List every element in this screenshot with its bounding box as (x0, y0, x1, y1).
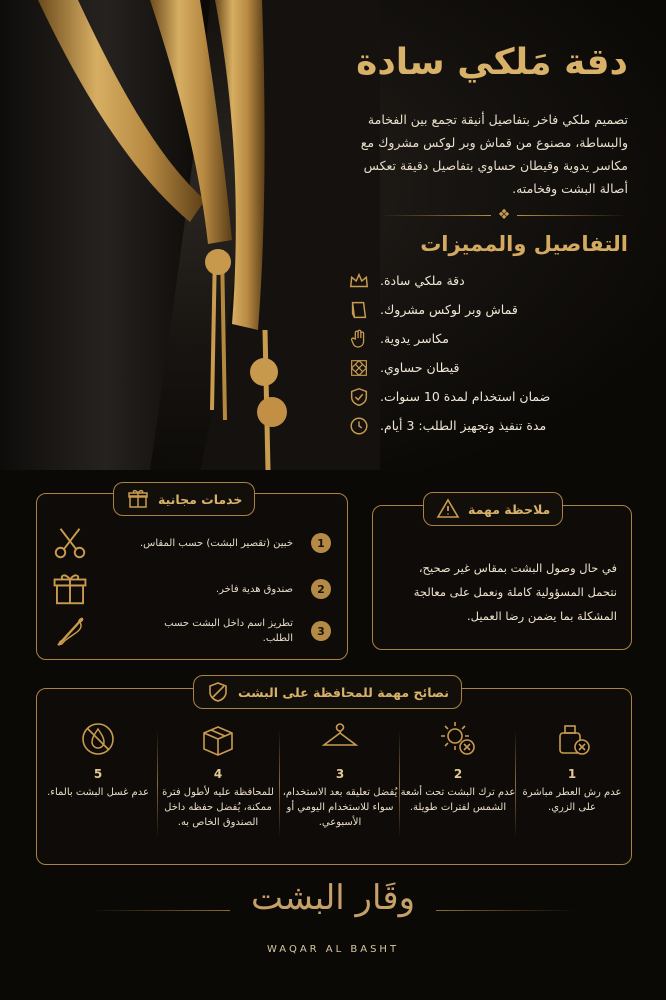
tip-item (513, 719, 631, 859)
tip-number: 2 (453, 767, 463, 781)
gift-box-icon (51, 570, 89, 608)
tip-label: يُفضل تعليقه بعد الاستخدام، سواء للاستخدام اليومي أو الأسبوعي. (282, 787, 398, 828)
feature-label: قماش وبر لوكس مشروك. (380, 302, 518, 317)
tip-label: عدم ترك البشت تحت أشعة الشمس لفترات طويلة. (400, 787, 516, 813)
service-item (37, 568, 347, 610)
feature-label: مدة تنفيذ وتجهيز الطلب: 3 أيام. (380, 418, 547, 433)
tip-number: 4 (213, 767, 223, 781)
care-tips-header (193, 675, 462, 709)
tip-item (399, 719, 517, 859)
product-description: تصميم ملكي فاخر بتفاصيل أنيقة تجمع بين الفخامة والبساطة، مصنوع من قماش وبر لوكس مشروك مع مكاسر يدوية وقيطان حساوي بتفاصيل دقيقة تعكس أصالة البشت وفخامته. (360, 112, 628, 196)
tip-label: عدم غسل البشت بالماء. (47, 787, 149, 798)
shield-check-icon (348, 386, 370, 408)
important-note-header (423, 492, 563, 526)
feature-item (348, 295, 628, 324)
brand-logo-arabic: وقَار البشت (250, 878, 416, 918)
feature-label: قيطان حساوي. (380, 360, 460, 375)
tip-number: 3 (335, 767, 345, 781)
clock-icon (348, 415, 370, 437)
care-tips-box (36, 684, 632, 865)
warning-icon (436, 497, 460, 521)
tip-divider (399, 729, 400, 839)
service-item (37, 610, 347, 652)
service-number: 1 (311, 533, 331, 553)
service-label: خبين (تقصير البشت) حسب المقاس. (140, 537, 293, 549)
service-number: 3 (311, 621, 331, 641)
bisht-photo (0, 0, 380, 470)
feature-item (348, 324, 628, 353)
needle-icon (51, 612, 89, 650)
ornament-divider (380, 206, 628, 224)
scissors-icon (51, 524, 89, 562)
hanger-icon (320, 719, 360, 759)
important-note-box (372, 501, 632, 650)
shield-slash-icon (206, 680, 230, 704)
features-title: التفاصيل والمميزات (420, 232, 628, 256)
pattern-icon (348, 357, 370, 379)
tip-label: للمحافظة عليه لأطول فترة ممكنة، يُفضل حفظه داخل الصندوق الخاص به. (162, 787, 274, 828)
brand-logo-english: WAQAR AL BASHT (266, 944, 400, 955)
tip-divider (157, 729, 158, 839)
feature-item (348, 353, 628, 382)
feature-label: دقة ملكي سادة. (380, 273, 465, 288)
service-item (37, 522, 347, 564)
hero-section (0, 0, 666, 470)
diamond-ornament-icon: ❖ (497, 207, 511, 223)
tip-label: عدم رش العطر مباشرة على الزري. (522, 787, 622, 813)
no-perfume-icon (552, 719, 592, 759)
box-icon (198, 719, 238, 759)
care-tips-title: نصائح مهمة للمحافظة على البشت (238, 684, 449, 700)
tip-item (39, 719, 157, 859)
service-label: صندوق هدية فاخر. (215, 583, 293, 595)
free-services-header (113, 482, 255, 516)
feature-label: مكاسر يدوية. (380, 331, 449, 346)
important-note-text: في حال وصول البشت بمقاس غير صحيح، نتحمل المسؤولية كاملة ونعمل على معالجة المشكلة بما يضمن رضا العميل. (413, 561, 617, 623)
feature-label: ضمان استخدام لمدة 10 سنوات. (380, 389, 551, 404)
feature-item (348, 382, 628, 411)
no-sun-icon (438, 719, 478, 759)
important-note-title: ملاحظة مهمة (468, 501, 551, 517)
no-wash-icon (78, 719, 118, 759)
service-number: 2 (311, 579, 331, 599)
gift-icon (126, 487, 150, 511)
features-list (348, 266, 628, 440)
tip-number: 1 (567, 767, 577, 781)
crown-icon (348, 270, 370, 292)
tip-divider (279, 729, 280, 839)
tip-item (159, 719, 277, 859)
service-label: تطريز اسم داخل البشت حسب الطلب. (164, 618, 293, 644)
tip-item (281, 719, 399, 859)
free-services-title: خدمات مجانية (158, 491, 243, 507)
hand-icon (348, 328, 370, 350)
feature-item (348, 266, 628, 295)
free-services-box (36, 493, 348, 660)
fabric-icon (348, 299, 370, 321)
tip-number: 5 (93, 767, 103, 781)
product-title: دقة مَلكي سادة (356, 42, 628, 83)
feature-item (348, 411, 628, 440)
